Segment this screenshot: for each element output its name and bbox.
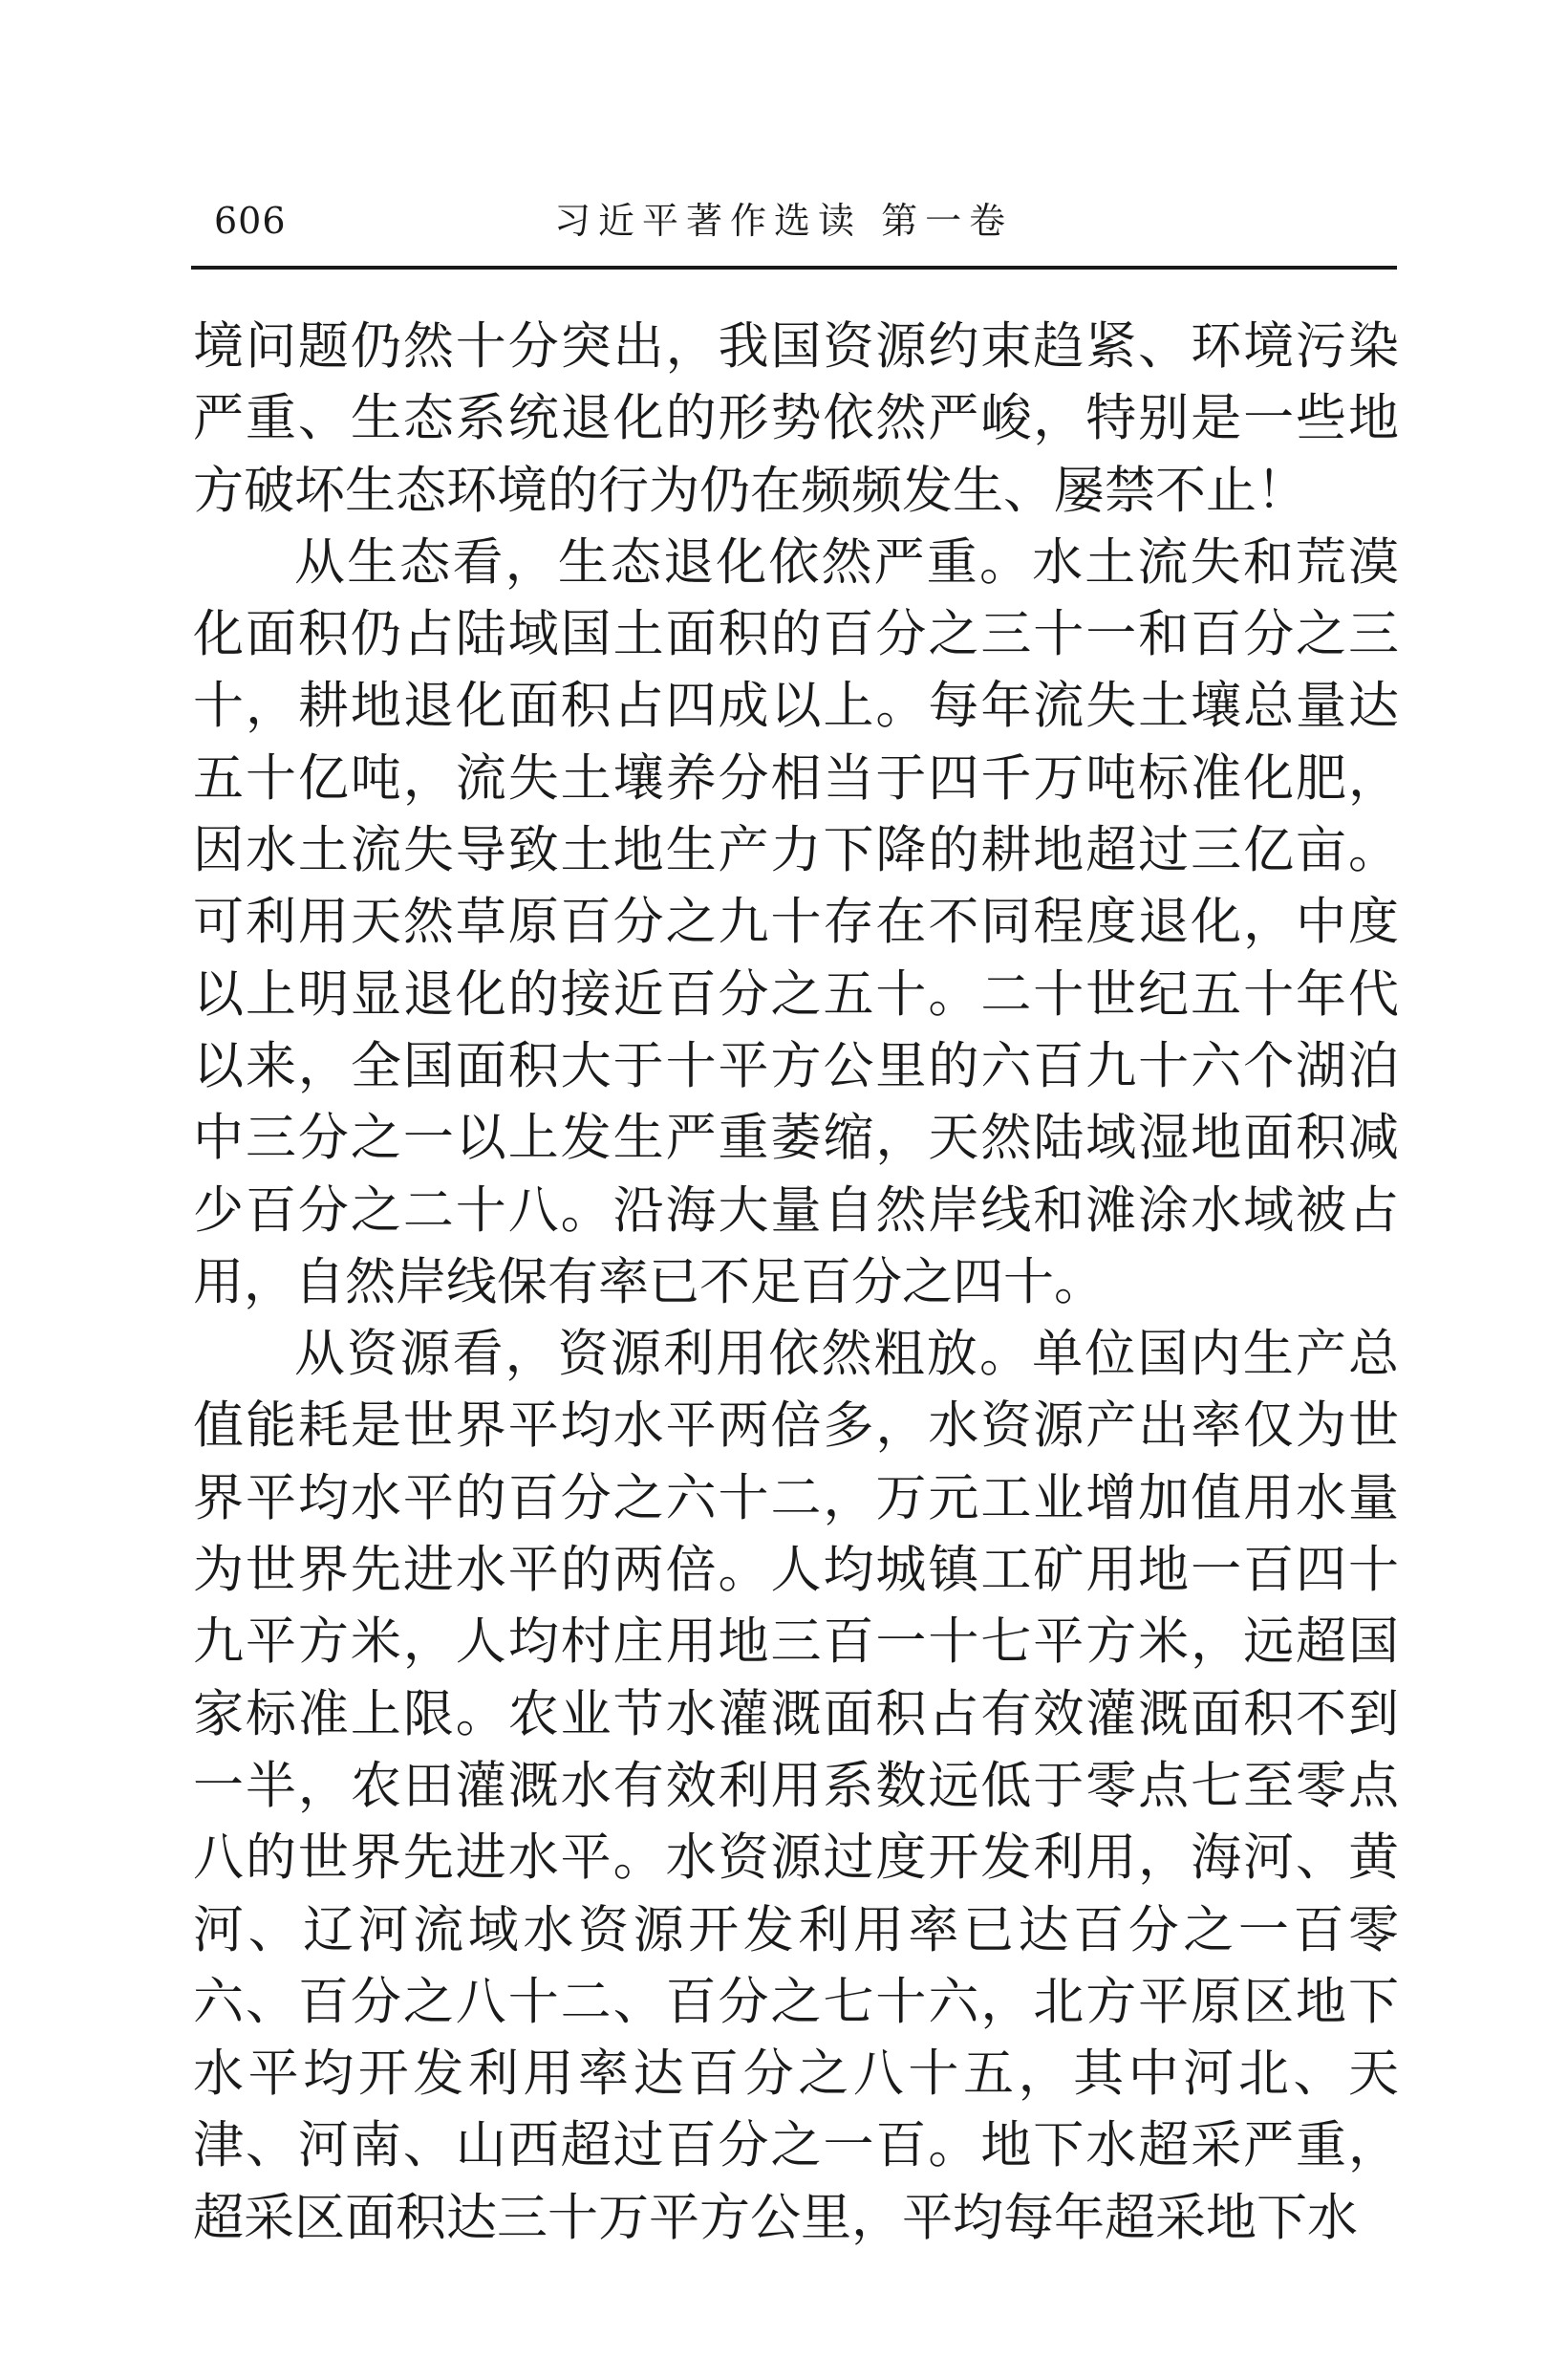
- body-text: [193, 311, 1399, 2254]
- paragraph-resources: 从资源看，资源利用依然粗放。单位国内生产总值能耗是世界平均水平两倍多，水资源产出率仅为世界平均水平的百分之六十二，万元工业增加值用水量为世界先进水平的两倍。人均城镇工矿用地一百四十九平方米，人均村庄用地三百一十七平方米，远超国家标准上限。农业节水灌溉面积占有效灌溉面积不到一半，农田灌溉水有效利用系数远低于零点七至零点八的世界先进水平。水资源过度开发利用，海河、黄河、辽河流域水资源开发利用率已达百分之一百零六、百分之八十二、百分之七十六，北方平原区地下水平均开发利用率达百分之八十五，其中河北、天津、河南、山西超过百分之一百。地下水超采严重，超采区面积达三十万平方公里，平均每年超采地下水: [193, 1325, 1399, 2247]
- running-title: 习近平著作选读 第一卷: [554, 200, 1014, 242]
- page-header: [191, 191, 1397, 270]
- page-number: 606: [214, 200, 287, 242]
- paragraph-ecology: 从生态看，生态退化依然严重。水土流失和荒漠化面积仍占陆域国土面积的百分之三十一和百分之三十，耕地退化面积占四成以上。每年流失土壤总量达五十亿吨，流失土壤养分相当于四千万吨标准化肥，因水土流失导致土地生产力下降的耕地超过三亿亩。可利用天然草原百分之九十存在不同程度退化，中度以上明显退化的接近百分之五十。二十世纪五十年代以来，全国面积大于十平方公里的六百九十六个湖泊中三分之一以上发生严重萎缩，天然陆域湿地面积减少百分之二十八。沿海大量自然岸线和滩涂水域被占用，自然岸线保有率已不足百分之四十。: [193, 532, 1399, 1311]
- header-divider: [191, 266, 1397, 270]
- paragraph-continued: 境问题仍然十分突出，我国资源约束趋紧、环境污染严重、生态系统退化的形势依然严峻，特别是一些地方破坏生态环境的行为仍在频频发生、屡禁不止！: [193, 317, 1399, 520]
